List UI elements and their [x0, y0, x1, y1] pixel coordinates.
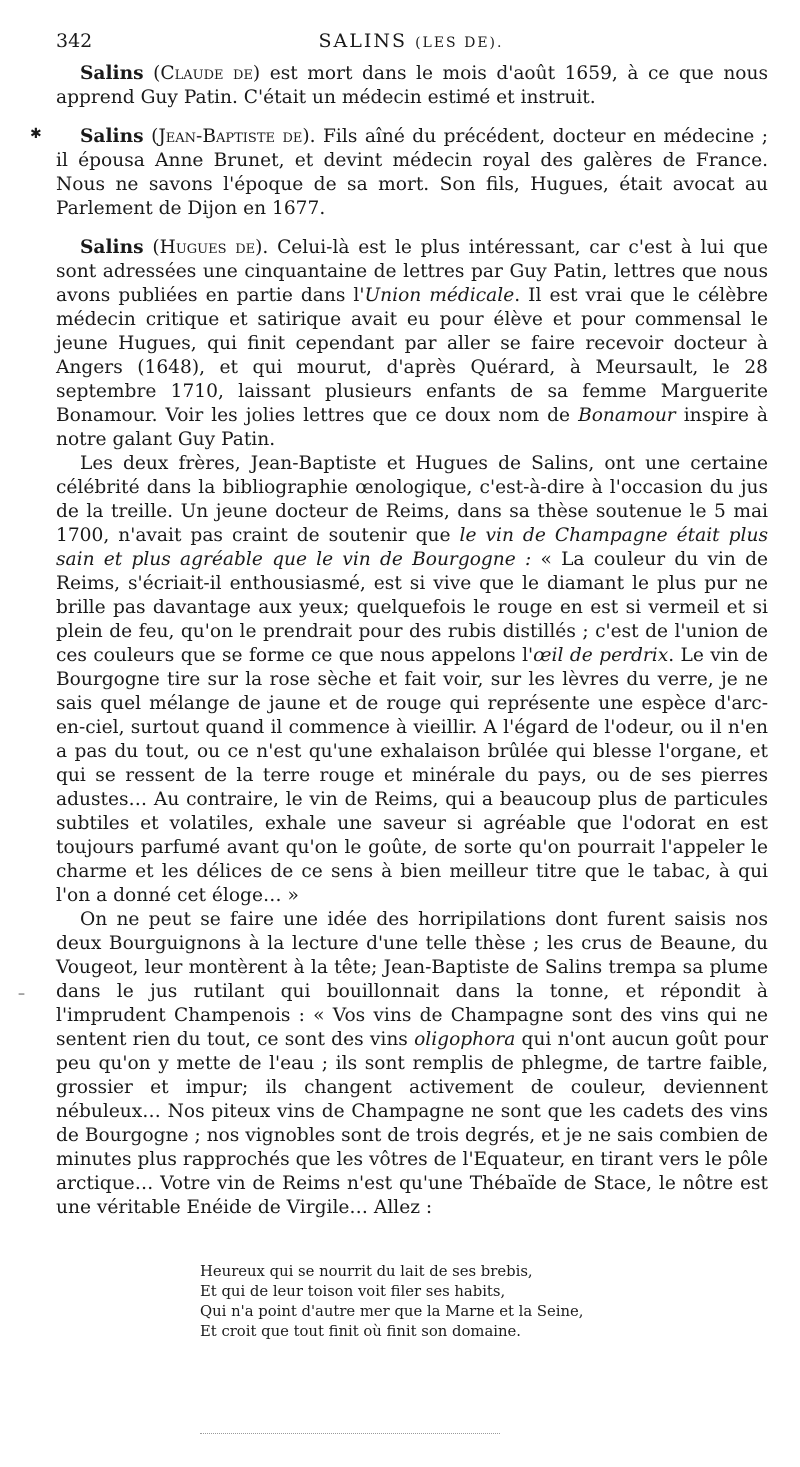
paragraph-italic-term: œil de perdrix — [533, 645, 669, 666]
entry-qualifier: (Claude de) — [153, 63, 261, 84]
poem-line: Et qui de leur toison voit filer ses habits, — [200, 1283, 506, 1300]
running-title-sub: (LES DE). — [415, 35, 504, 51]
poem-line: Et croit que tout finit où finit son domaine. — [200, 1323, 521, 1340]
entry-text: inspire à notre galant Guy Patin. — [56, 405, 768, 450]
running-title — [56, 30, 766, 52]
paragraph-reponse — [56, 908, 768, 1220]
margin-dash-mark: – — [18, 986, 25, 1002]
running-title-main: SALINS — [318, 30, 408, 52]
page-header — [56, 30, 766, 56]
entry-headword: Salins — [80, 63, 144, 84]
paragraph-freres — [56, 452, 768, 908]
poem-line: Heureux qui se nourrit du lait de ses brebis, — [200, 1263, 533, 1280]
entry-hugues — [56, 236, 768, 452]
entry-text: est mort dans le mois d'août 1659, à ce que nous apprend Guy Patin. C'était un médecin estimé et instruit. — [56, 63, 769, 108]
entry-qualifier: (Jean-Baptiste de). — [151, 126, 316, 147]
paragraph-text: qui n'ont aucun goût pour peu qu'on y mette de l'eau ; ils sont remplis de phlegme, de tartre faible, grossier et impur; ils changent activement de couleur, deviennent nébuleux… Nos piteux vins de Champagne ne sont que les cadets des vins de Bourgogne ; nos vignobles sont de trois degrés, et je ne sais combien de minutes plus rapprochés que les vôtres de l'Equateur, en tirant vers le pôle arctique… Votre vin de Reims n'est qu'une Thébaïde de Stace, le nôtre est une véritable Enéide de Virgile… Allez : — [56, 1029, 768, 1218]
page-number: 342 — [56, 30, 93, 52]
entry-qualifier: (Hugues de). — [152, 237, 269, 258]
entry-claude — [56, 62, 768, 110]
paragraph-text: . Le vin de Bourgogne tire sur la rose sèche et fait voir, sur les lèvres du verre, je ne sais quel mélange de jaune et de rouge qui représente une espèce d'arc-en-ciel, surtout quand il commence à vieillir. A l'égard de l'odeur, ou il n'en a pas du tout, ou ce n'est qu'une exhalaison brûlée qui blesse l'organe, et qui se ressent de la terre rouge et minérale du pays, ou de ses pierres adustes… Au contraire, le vin de Reims, qui a beaucoup plus de particules subtiles et volatiles, exhale une saveur si agréable que l'odorat en est toujours parfumé avant qu'on le goûte, de sorte qu'on pourrait l'appeler le charme et les délices de ce sens à bien meilleur titre que le tabac, à qui l'on a donné cet éloge… » — [56, 645, 768, 906]
entry-italic-title: Union médicale — [364, 285, 515, 306]
entry-jean-baptiste — [56, 125, 768, 221]
entry-text: . Il est vrai que le célèbre médecin critique et satirique avait eu pour élève et pour commensal le jeune Hugues, qui finit cependant par aller se faire recevoir docteur à Angers (1648), et qui mourut, d'après Quérard, à Meursault, le 28 septembre 1710, laissant plusieurs enfants de sa femme Marguerite Bonamour. Voir les jolies lettres que ce doux nom de — [56, 285, 768, 426]
paragraph-text: On ne peut se faire une idée des horripilations dont furent saisis nos deux Bourguignons à la lecture d'une telle thèse ; les crus de Beaune, du Vougeot, leur montèrent à la tête; Jean-Baptiste de Salins trempa sa plume dans le jus rutilant qui bouillonnait dans la tonne, et répondit à l'imprudent Champenois : « Vos vins de Champagne sont des vins qui ne sentent rien du tout, ce sont des vins — [56, 909, 768, 1050]
paragraph-italic-term: oligophora — [414, 1029, 516, 1050]
entry-text: Fils aîné du précédent, docteur en médecine ; il épousa Anne Brunet, et devint médecin royal des galères de France. Nous ne savons l'époque de sa mort. Son fils, Hugues, était avocat au Parlement de Dijon en 1677. — [56, 126, 768, 219]
margin-asterisk-mark: ✱ — [30, 126, 42, 142]
paragraph-text: Les deux frères, Jean-Baptiste et Hugues de Salins, ont une certaine célébrité dans la bibliographie œnologique, c'est-à-dire à l'occasion du jus de la treille. Un jeune docteur de Reims, dans sa thèse soutenue le 5 mai 1700, n'avait pas craint de soutenir que — [56, 453, 768, 546]
entry-headword: Salins — [80, 237, 144, 258]
entry-text: Celui-là est le plus intéressant, car c'est à lui que sont adressées une cinquantaine de lettres par Guy Patin, lettres que nous avons publiées en partie dans l' — [56, 237, 769, 306]
page-body — [56, 62, 768, 1220]
poem-quotation — [200, 1262, 583, 1342]
entry-headword: Salins — [80, 126, 144, 147]
footer-dotted-rule — [200, 1433, 500, 1434]
paragraph-text: « La couleur du vin de Reims, s'écriait-il enthousiasmé, est si vive que le diamant le plus pur ne brille pas davantage aux yeux; quelquefois le rouge en est si vermeil et si plein de feu, qu'on le prendrait pour des rubis distillés ; c'est de l'union de ces couleurs que se forme ce que nous appelons l' — [56, 549, 768, 666]
poem-line: Qui n'a point d'autre mer que la Marne et la Seine, — [200, 1303, 584, 1320]
entry-italic-name: Bonamour — [578, 405, 676, 426]
paragraph-italic-thesis: le vin de Champagne était plus sain et plus agréable que le vin de Bourgogne : — [56, 525, 768, 570]
